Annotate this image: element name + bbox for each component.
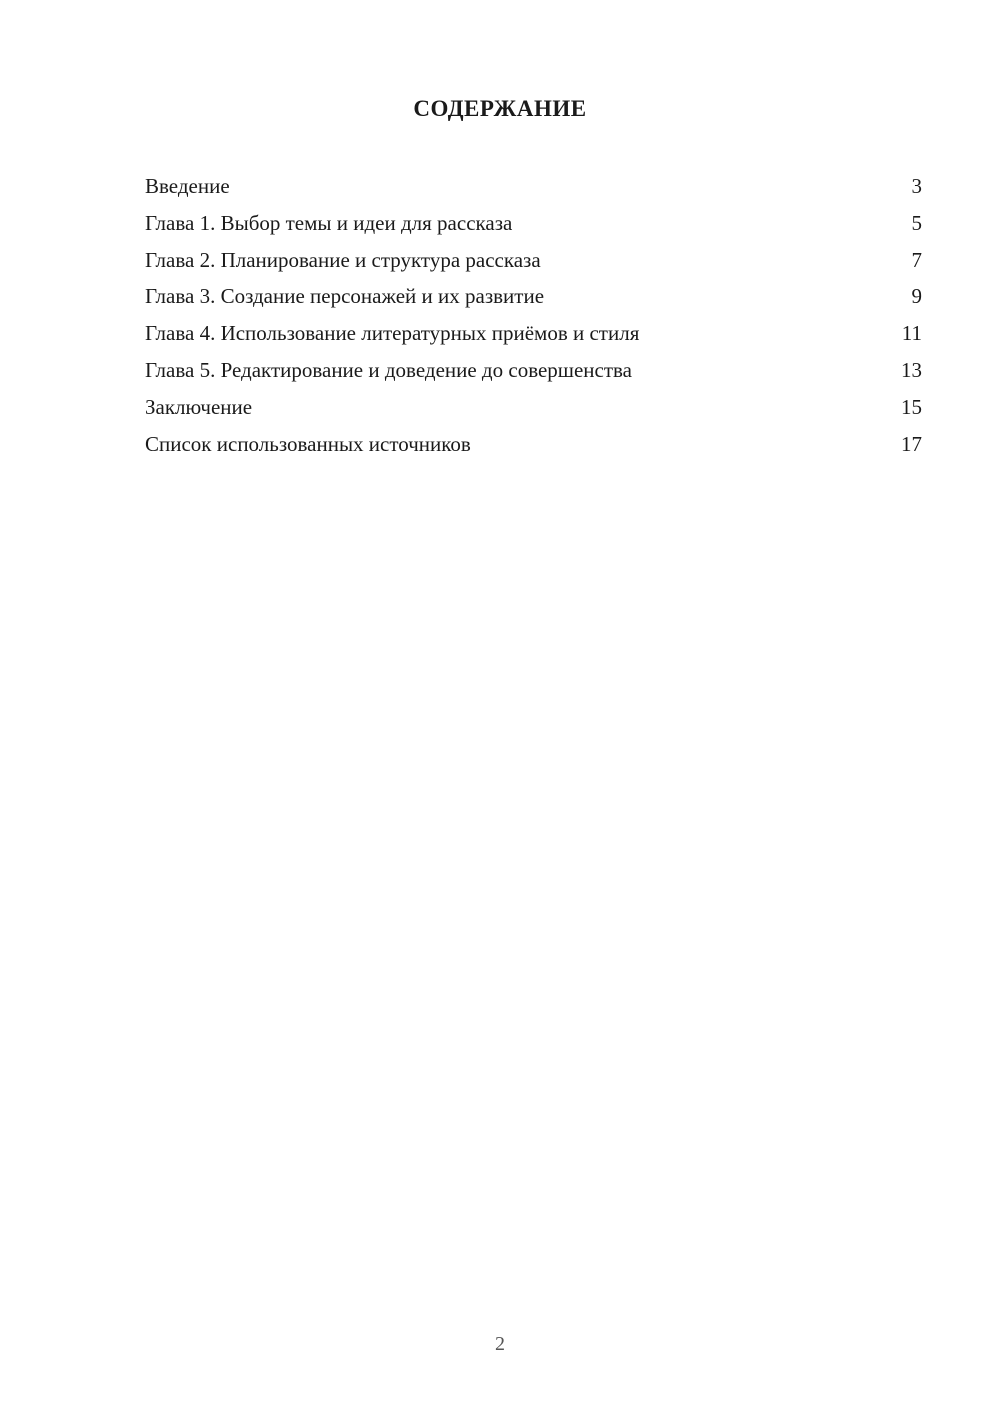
toc-entry-page-number: 13	[901, 357, 922, 382]
toc-entry-chapter-4	[145, 315, 922, 352]
toc-entry-label: Введение	[145, 174, 230, 198]
toc-entry-label: Глава 1. Выбор темы и идеи для рассказа	[145, 210, 513, 235]
toc-entry-page-number: 9	[911, 284, 922, 309]
toc-entry-page-number: 11	[901, 321, 922, 346]
page-title: СОДЕРЖАНИЕ	[413, 96, 587, 121]
toc-entry-label: Глава 2. Планирование и структура рассказа	[145, 247, 541, 272]
toc-entry-chapter-2	[145, 242, 922, 279]
toc-entry-label: Список использованных источников	[145, 431, 471, 456]
toc-entry-introduction	[145, 168, 922, 205]
toc-entry-chapter-1	[145, 205, 922, 242]
table-of-contents	[145, 168, 922, 462]
toc-entry-conclusion	[145, 389, 922, 426]
toc-entry-label: Глава 4. Использование литературных приёмов и стиля	[145, 321, 640, 346]
toc-entry-page-number: 15	[901, 394, 922, 419]
toc-entry-page-number: 7	[911, 247, 922, 272]
toc-entry-chapter-5	[145, 352, 922, 389]
toc-entry-label: Заключение	[145, 394, 253, 419]
toc-entry-page-number: 17	[901, 431, 922, 456]
toc-entry-chapter-3	[145, 278, 922, 315]
toc-entry-page-number: 5	[911, 210, 922, 235]
toc-entry-label: Глава 3. Создание персонажей и их развитие	[145, 284, 545, 309]
toc-entry-references	[145, 426, 922, 463]
toc-entry-page-number: 3	[911, 174, 922, 198]
toc-entry-label: Глава 5. Редактирование и доведение до совершенства	[145, 357, 632, 382]
footer-page-number: 2	[495, 1333, 505, 1355]
